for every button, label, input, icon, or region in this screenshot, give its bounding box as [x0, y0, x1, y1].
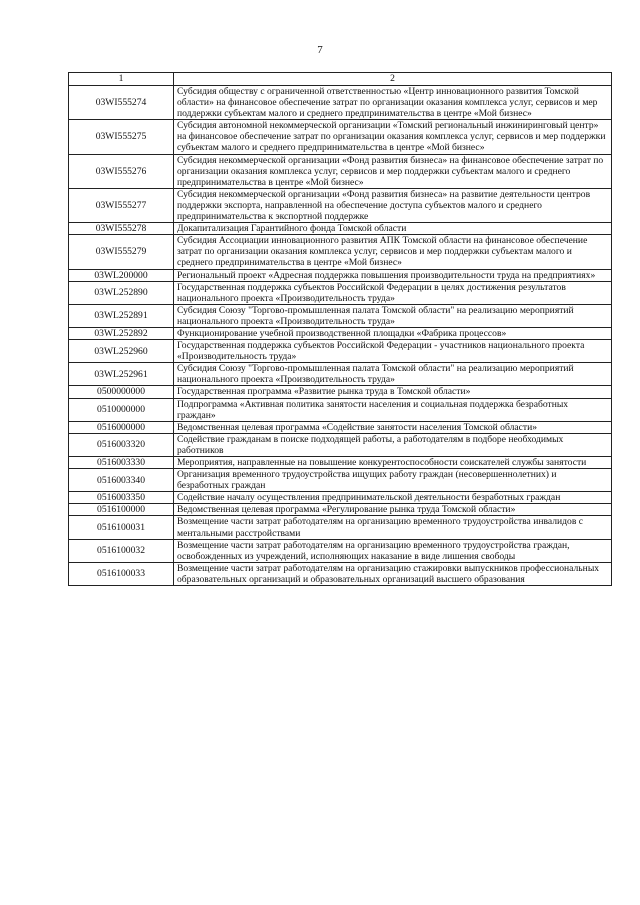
row-code: 03WI555275 — [69, 120, 174, 154]
row-code: 03WL252960 — [69, 340, 174, 363]
table-row — [69, 235, 612, 269]
table-row — [69, 188, 612, 222]
table-row — [69, 223, 612, 235]
table-row — [69, 281, 612, 304]
row-description: Государственная поддержка субъектов Российской Федерации - участников национального проекта «Производительность труда» — [174, 340, 612, 363]
row-code: 0516003340 — [69, 469, 174, 492]
table-row — [69, 504, 612, 516]
table-row — [69, 516, 612, 539]
row-description: Субсидия некоммерческой организации «Фонд развития бизнеса» на финансовое обеспечение затрат по организации оказания комплекса услуг, сервисов и мер поддержки субъектам малого и среднего предпринимательства в центре «Мой бизнес» — [174, 154, 612, 188]
row-description: Государственная поддержка субъектов Российской Федерации в целях достижения результатов национального проекта «Производительность труда» — [174, 281, 612, 304]
table-row — [69, 421, 612, 433]
row-description: Возмещение части затрат работодателям на организацию стажировки выпускников профессиональных образовательных организаций и образовательных организаций высшего образования — [174, 562, 612, 585]
table-row — [69, 327, 612, 339]
row-code: 0516100031 — [69, 516, 174, 539]
column-header-description: 2 — [174, 73, 612, 86]
row-description: Докапитализация Гарантийного фонда Томской области — [174, 223, 612, 235]
row-description: Субсидия Ассоциации инновационного развития АПК Томской области на финансовое обеспечение затрат по организации оказания комплекса услуг, сервисов и мер поддержки субъектам малого и среднего предпринимательства в центре «Мой бизнес» — [174, 235, 612, 269]
row-code: 03WL252890 — [69, 281, 174, 304]
row-description: Субсидия Союзу "Торгово-промышленная палата Томской области" на реализацию мероприятий национального проекта «Производительность труда» — [174, 363, 612, 386]
row-code: 0516100000 — [69, 504, 174, 516]
row-code: 03WI555277 — [69, 188, 174, 222]
row-description: Субсидия Союзу "Торгово-промышленная палата Томской области" на реализацию мероприятий национального проекта «Производительность труда» — [174, 304, 612, 327]
row-description: Организация временного трудоустройства ищущих работу граждан (несовершеннолетних) и безработных граждан — [174, 469, 612, 492]
row-code: 0500000000 — [69, 386, 174, 398]
row-description: Подпрограмма «Активная политика занятости населения и социальная поддержка безработных граждан» — [174, 398, 612, 421]
row-description: Субсидия некоммерческой организации «Фонд развития бизнеса» на развитие деятельности центров поддержки экспорта, направленной на обеспечение доступа субъектов малого и среднего предпринимательства к экспортной поддержке — [174, 188, 612, 222]
table-row — [69, 304, 612, 327]
row-code: 0516003320 — [69, 433, 174, 456]
row-description: Содействие гражданам в поиске подходящей работы, а работодателям в подборе необходимых работников — [174, 433, 612, 456]
table-row — [69, 433, 612, 456]
table-row — [69, 86, 612, 120]
table-row — [69, 340, 612, 363]
table-row — [69, 363, 612, 386]
table-row — [69, 469, 612, 492]
table-row — [69, 120, 612, 154]
row-description: Региональный проект «Адресная поддержка повышения производительности труда на предприятиях» — [174, 269, 612, 281]
row-description: Ведомственная целевая программа «Содействие занятости населения Томской области» — [174, 421, 612, 433]
table-row — [69, 457, 612, 469]
row-code: 03WI555274 — [69, 86, 174, 120]
page-number: 7 — [317, 44, 323, 56]
row-code: 03WL252961 — [69, 363, 174, 386]
row-description: Возмещение части затрат работодателям на организацию временного трудоустройства инвалидов с ментальными расстройствами — [174, 516, 612, 539]
row-description: Мероприятия, направленные на повышение конкурентоспособности соискателей службы занятости — [174, 457, 612, 469]
table-row — [69, 269, 612, 281]
table-row — [69, 398, 612, 421]
table-row — [69, 492, 612, 504]
row-description: Ведомственная целевая программа «Регулирование рынка труда Томской области» — [174, 504, 612, 516]
table-row — [69, 154, 612, 188]
row-code: 0516100032 — [69, 539, 174, 562]
row-code: 03WI555278 — [69, 223, 174, 235]
row-description: Субсидия обществу с ограниченной ответственностью «Центр инновационного развития Томской области» на финансовое обеспечение затрат по организации оказания комплекса услуг, сервисов и мер поддержки субъектам малого и среднего предпринимательства в центре «Мой бизнес» — [174, 86, 612, 120]
table-row — [69, 539, 612, 562]
table-header-row — [69, 73, 612, 86]
table-row — [69, 386, 612, 398]
row-description: Возмещение части затрат работодателям на организацию временного трудоустройства граждан, освобожденных из учреждений, исполняющих наказание в виде лишения свободы — [174, 539, 612, 562]
column-header-code: 1 — [69, 73, 174, 86]
row-code: 0510000000 — [69, 398, 174, 421]
row-code: 03WI555279 — [69, 235, 174, 269]
row-code: 0516000000 — [69, 421, 174, 433]
row-description: Содействие началу осуществления предпринимательской деятельности безработных граждан — [174, 492, 612, 504]
row-code: 03WI555276 — [69, 154, 174, 188]
budget-codes-table — [68, 72, 612, 586]
row-code: 03WL252892 — [69, 327, 174, 339]
row-code: 03WL252891 — [69, 304, 174, 327]
row-description: Государственная программа «Развитие рынка труда в Томской области» — [174, 386, 612, 398]
row-code: 0516003330 — [69, 457, 174, 469]
row-description: Субсидия автономной некоммерческой организации «Томский региональный инжиниринговый центр» на финансовое обеспечение затрат по организации оказания комплекса услуг, сервисов и мер поддержки субъектам малого и среднего предпринимательства в центре «Мой бизнес» — [174, 120, 612, 154]
row-description: Функционирование учебной производственной площадки «Фабрика процессов» — [174, 327, 612, 339]
row-code: 03WL200000 — [69, 269, 174, 281]
row-code: 0516100033 — [69, 562, 174, 585]
table-row — [69, 562, 612, 585]
row-code: 0516003350 — [69, 492, 174, 504]
